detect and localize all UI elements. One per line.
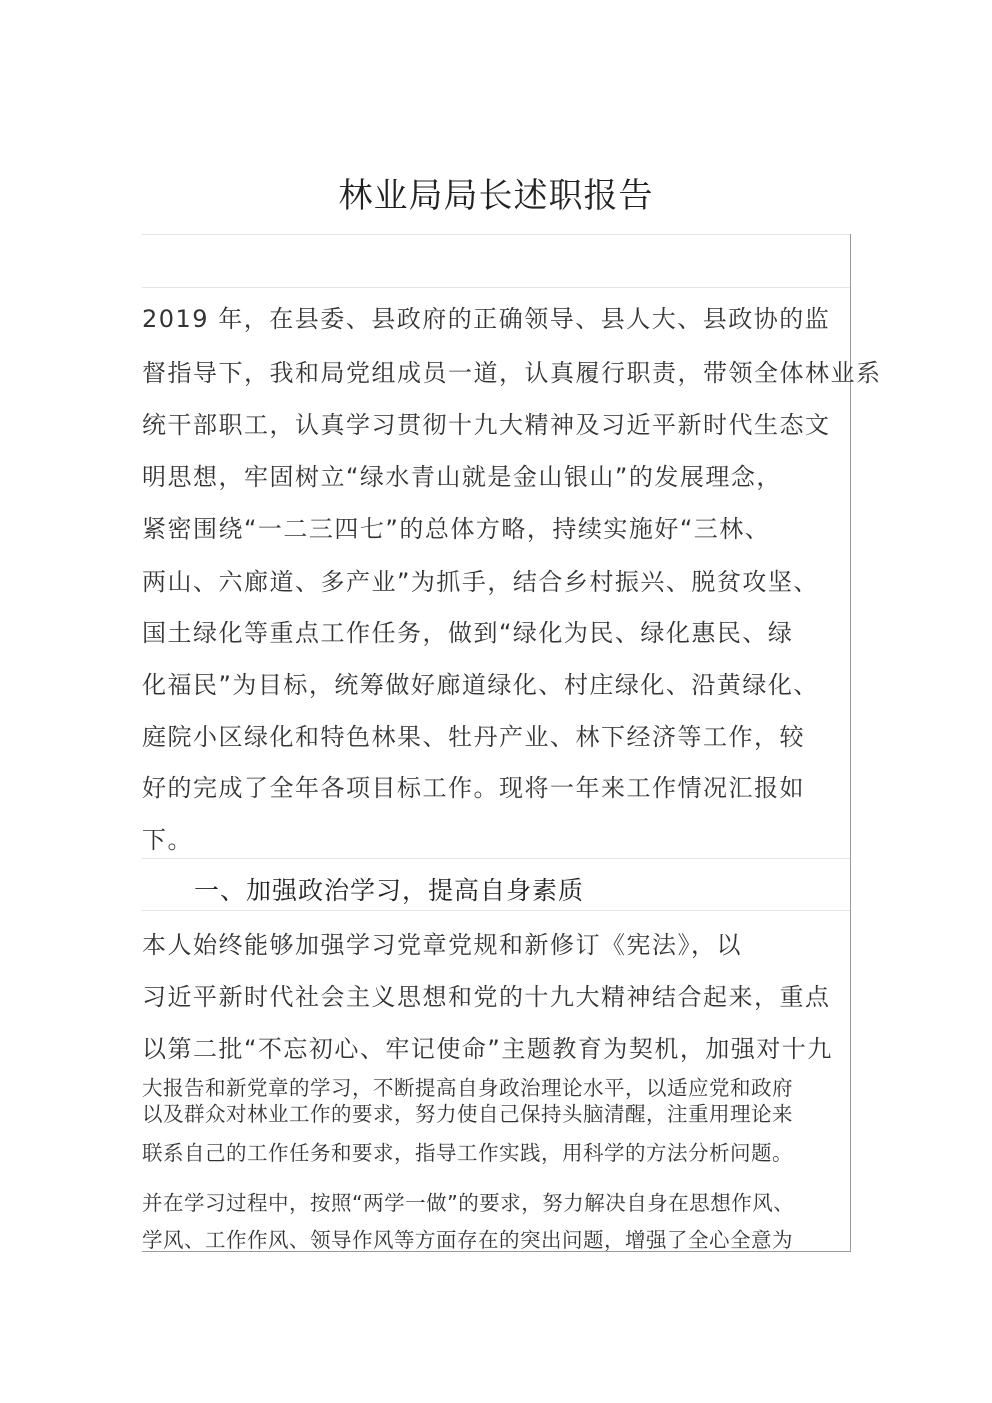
page-frame-bottom-border <box>142 1251 850 1252</box>
divider-line <box>142 287 850 288</box>
divider-line <box>142 858 850 859</box>
divider-line <box>142 234 850 235</box>
paragraph-1-line: 两山、六廊道、多产业”为抓手，结合乡村振兴、脱贫攻坚、 <box>142 568 819 596</box>
paragraph-1-line: 好的完成了全年各项目标工作。现将一年来工作情况汇报如 <box>142 774 805 802</box>
paragraph-1-line: 下。 <box>142 826 193 854</box>
paragraph-1-line: 2019 年，在县委、县政府的正确领导、县人大、县政协的监 <box>142 305 831 333</box>
paragraph-1-line: 督指导下，我和局党组成员一道，认真履行职责，带领全体林业系 <box>142 359 882 387</box>
divider-line <box>142 910 850 911</box>
paragraph-1-line: 统干部职工，认真学习贯彻十九大精神及习近平新时代生态文 <box>142 411 831 439</box>
paragraph-2-line: 联系自己的工作任务和要求，指导工作实践，用科学的方法分析问题。 <box>142 1141 793 1165</box>
paragraph-1-line: 化福民”为目标，统筹做好廊道绿化、村庄绿化、沿黄绿化、 <box>142 671 819 699</box>
document-title: 林业局局长述职报告 <box>338 176 654 216</box>
paragraph-1-line: 国土绿化等重点工作任务，做到“绿化为民、绿化惠民、绿 <box>142 619 794 647</box>
paragraph-1-line: 明思想，牢固树立“绿水青山就是金山银山”的发展理念， <box>142 463 782 491</box>
paragraph-2-line: 并在学习过程中，按照“两学一做”的要求，努力解决自身在思想作风、 <box>142 1191 795 1215</box>
paragraph-2-line: 大报告和新党章的学习，不断提高自身政治理论水平，以适应党和政府 <box>142 1076 793 1100</box>
paragraph-2-line: 以第二批“不忘初心、牢记使命”主题教育为契机，加强对十九 <box>142 1035 833 1063</box>
section-heading: 一、加强政治学习，提高自身素质 <box>194 876 585 905</box>
paragraph-2-line: 学风、工作作风、领导作风等方面存在的突出问题，增强了全心全意为 <box>142 1228 793 1252</box>
paragraph-1-line: 庭院小区绿化和特色林果、牡丹产业、林下经济等工作，较 <box>142 723 805 751</box>
paragraph-2-line: 以及群众对林业工作的要求，努力使自己保持头脑清醒，注重用理论来 <box>142 1102 793 1126</box>
paragraph-2-line: 习近平新时代社会主义思想和党的十九大精神结合起来，重点 <box>142 983 831 1011</box>
paragraph-2-line: 本人始终能够加强学习党章党规和新修订《宪法》，以 <box>142 931 742 959</box>
paragraph-1-line: 紧密围绕“一二三四七”的总体方略，持续实施好“三林、 <box>142 515 771 543</box>
